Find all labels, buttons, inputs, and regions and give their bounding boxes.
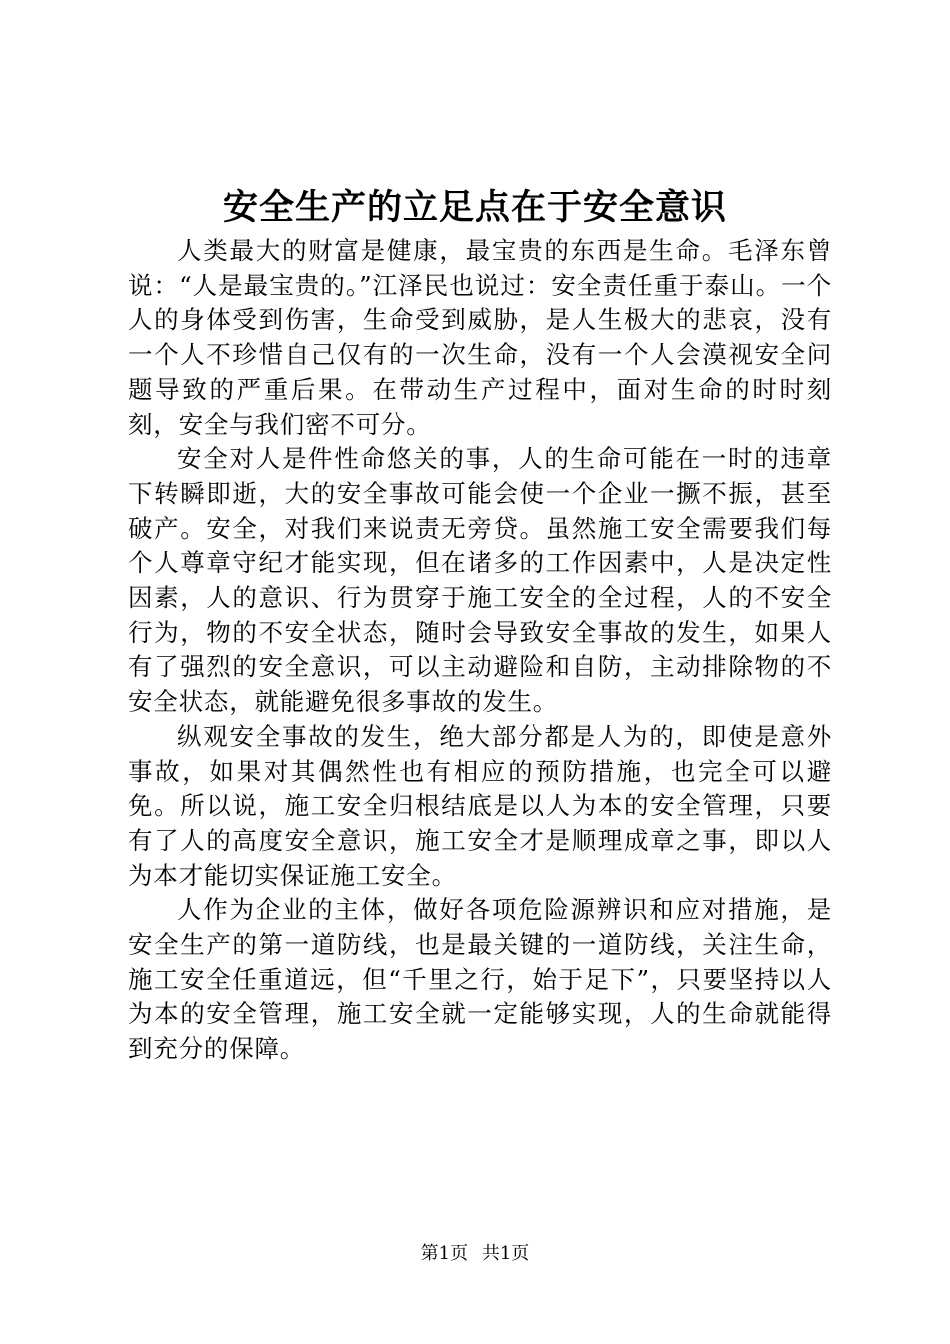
document-body (128, 234, 832, 1067)
page-number-total: 共1页 (481, 1243, 530, 1264)
page-footer (0, 1242, 950, 1266)
paragraph-2: 安全对人是件性命悠关的事，人的生命可能在一时的违章下转瞬即逝，大的安全事故可能会使一个企业一撅不振，甚至破产。安全，对我们来说责无旁贷。虽然施工安全需要我们每个人尊章守纪才能实现，但在诸多的工作因素中，人是决定性因素，人的意识、行为贯穿于施工安全的全过程，人的不安全行为，物的不安全状态，随时会导致安全事故的发生，如果人有了强烈的安全意识，可以主动避险和自防，主动排除物的不安全状态，就能避免很多事故的发生。 (128, 444, 832, 717)
paragraph-1: 人类最大的财富是健康，最宝贵的东西是生命。毛泽东曾说：“人是最宝贵的。”江泽民也说过：安全责任重于泰山。一个人的身体受到伤害，生命受到威胁，是人生极大的悲哀，没有一个人不珍惜自己仅有的一次生命，没有一个人会漠视安全问题导致的严重后果。在带动生产过程中，面对生命的时时刻刻，安全与我们密不可分。 (128, 236, 832, 439)
document-title: 安全生产的立足点在于安全意识 (222, 187, 727, 228)
page-number-current: 第1页 (420, 1243, 469, 1264)
paragraph-3: 纵观安全事故的发生，绝大部分都是人为的，即使是意外事故，如果对其偶然性也有相应的预防措施，也完全可以避免。所以说，施工安全归根结底是以人为本的安全管理，只要有了人的高度安全意识，施工安全才是顺理成章之事，即以人为本才能切实保证施工安全。 (128, 721, 832, 890)
paragraph-4: 人作为企业的主体，做好各项危险源辨识和应对措施，是安全生产的第一道防线，也是最关键的一道防线，关注生命，施工安全任重道远，但“千里之行，始于足下”，只要坚持以人为本的安全管理，施工安全就一定能够实现，人的生命就能得到充分的保障。 (128, 895, 832, 1064)
